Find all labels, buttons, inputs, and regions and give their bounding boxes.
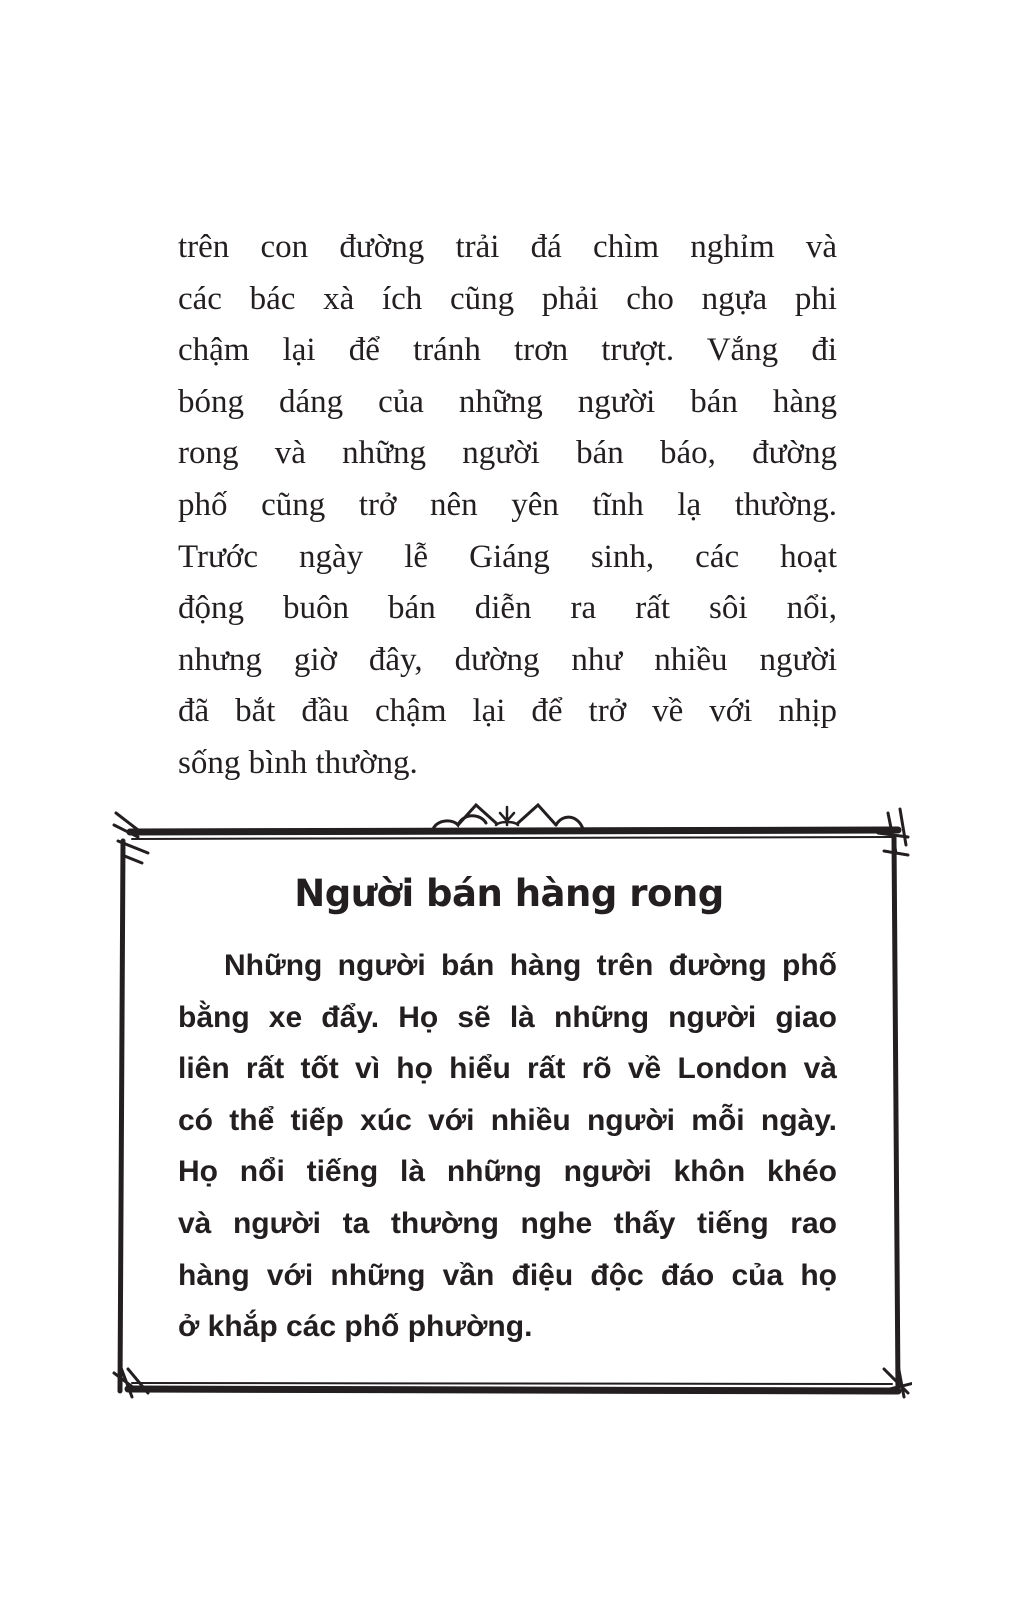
- paragraph-line: các bác xà ích cũng phải cho ngựa phi: [178, 280, 837, 317]
- paragraph-line: rong và những người bán báo, đường: [178, 435, 837, 472]
- box-title: Người bán hàng rong: [294, 872, 724, 915]
- box-line: ở khắp các phố phường.: [178, 1310, 533, 1344]
- box-line: Những người bán hàng trên đường phố: [224, 949, 837, 982]
- info-box: [120, 828, 898, 1390]
- paragraph-line: động buôn bán diễn ra rất sôi nổi,: [178, 590, 837, 627]
- paragraph-line: chậm lại để tránh trơn trượt. Vắng đi: [178, 332, 837, 369]
- box-line: có thể tiếp xúc với nhiều người mỗi ngày.: [178, 1103, 837, 1137]
- paragraph-line: bóng dáng của những người bán hàng: [178, 383, 837, 420]
- paragraph-line: đã bắt đầu chậm lại để trở về với nhịp: [178, 693, 837, 730]
- box-line: hàng với những vần điệu độc đáo của họ: [178, 1258, 837, 1292]
- paragraph-line: Trước ngày lễ Giáng sinh, các hoạt: [178, 538, 837, 575]
- paragraph-line: sống bình thường.: [178, 744, 418, 781]
- paragraph-line: phố cũng trở nên yên tĩnh lạ thường.: [178, 486, 837, 523]
- box-line: bằng xe đẩy. Họ sẽ là những người giao: [178, 1000, 837, 1034]
- paragraph-line: nhưng giờ đây, dường như nhiều người: [178, 641, 837, 678]
- paragraph-line: trên con đường trải đá chìm nghỉm và: [178, 229, 837, 265]
- box-paragraph: [178, 940, 837, 1353]
- body-paragraph: [178, 222, 837, 790]
- box-line: liên rất tốt vì họ hiểu rất rõ về London và: [178, 1052, 837, 1086]
- box-line: Họ nổi tiếng là những người khôn khéo: [178, 1155, 837, 1189]
- box-line: và người ta thường nghe thấy tiếng rao: [178, 1206, 837, 1240]
